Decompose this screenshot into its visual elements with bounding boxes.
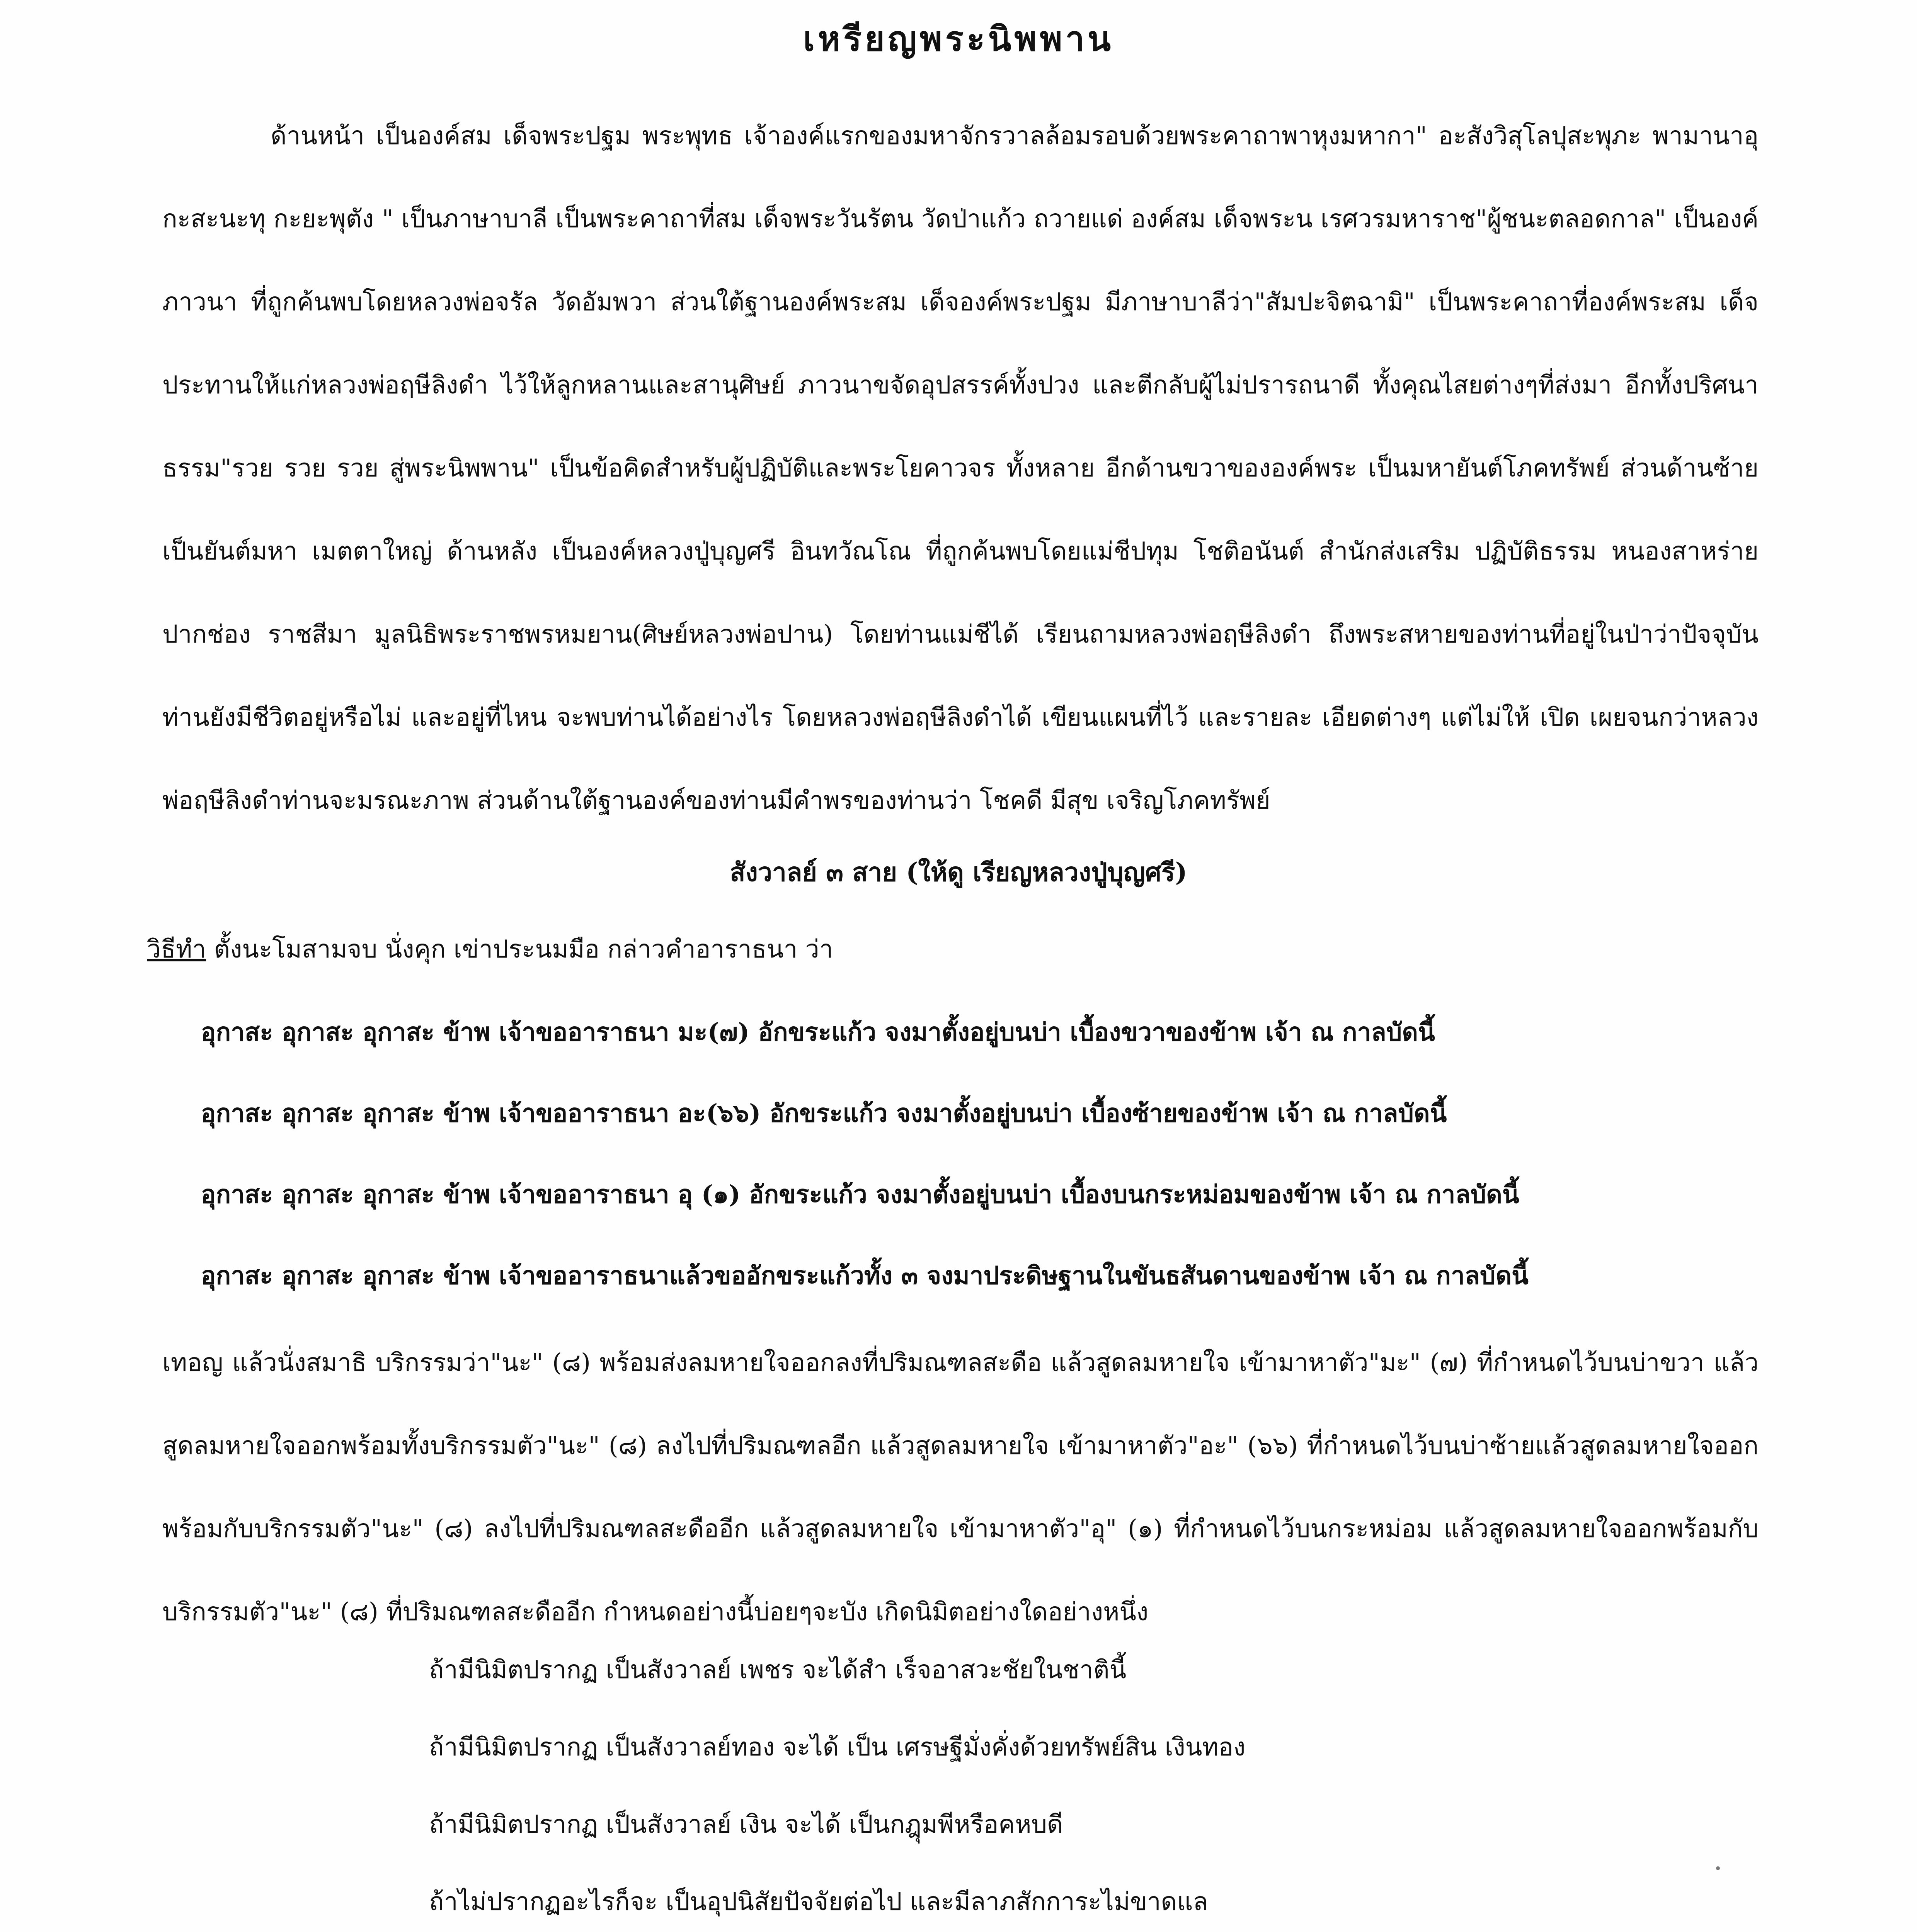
practice-paragraph: เทอญ แล้วนั่งสมาธิ บริกรรมว่า"นะ" (๘) พร้อมส่งลมหายใจออกลงที่ปริมณฑลสะดือ แล้วสูดลมหายใจ เข้ามาหาตัว"มะ" (๗) ที่กำหนดไว้บนบ่าขวา แล้วสูดลมหายใจออกพร้อมทั้งบริกรรมตัว"นะ" (๘) ลงไปที่ปริมณฑลอีก แล้วสูดลมหายใจ เข้ามาหาตัว"อะ" (๖๖) ที่กำหนดไว้บนบ่าซ้ายแล้วสูดลมหายใจออกพร้อมกับบริกรรมตัว"นะ" (๘) ลงไปที่ปริมณฑลสะดืออีก แล้วสูดลมหายใจ เข้ามาหาตัว"อุ" (๑) ที่กำหนดไว้บนกระหม่อม แล้วสูดลมหายใจออกพร้อมกับบริกรรมตัว"นะ" (๘) ที่ปริมณฑลสะดืออีก กำหนดอย่างนี้บ่อยๆจะบัง เกิดนิมิตอย่างใดอย่างหนึ่ง xyxy=(162,1349,1759,1626)
method-label: วิธีทำ xyxy=(147,935,206,964)
section-subtitle: สังวาลย์ ๓ สาย (ให้ดู เรียญหลวงปู่บุญศรี) xyxy=(730,857,1187,887)
invocation-line: อุกาสะ อุกาสะ อุกาสะ ข้าพ เจ้าขออาราธนา มะ(๗) อักขระแก้ว จงมาตั้งอยู่บนบ่า เบื้องขวาของข้าพ เจ้า ณ กาลบัดนี้ xyxy=(201,1018,1435,1047)
invocation-line: อุกาสะ อุกาสะ อุกาสะ ข้าพ เจ้าขออาราธนา อุ (๑) อักขระแก้ว จงมาตั้งอยู่บนบ่า เบื้องบนกระหม่อมของข้าพ เจ้า ณ กาลบัดนี้ xyxy=(201,1180,1519,1209)
method-text: ตั้งนะโมสามจบ นั่งคุก เข่าประนมมือ กล่าวคำอาราธนา ว่า xyxy=(206,935,833,964)
invocation-line: อุกาสะ อุกาสะ อุกาสะ ข้าพ เจ้าขออาราธนาแล้วขออักขระแก้วทั้ง ๓ จงมาประดิษฐานในขันธสันดานของข้าพ เจ้า ณ กาลบัดนี้ xyxy=(201,1261,1529,1290)
invocation-line: อุกาสะ อุกาสะ อุกาสะ ข้าพ เจ้าขออาราธนา อะ(๖๖) อักขระแก้ว จงมาตั้งอยู่บนบ่า เบื้องซ้ายของข้าพ เจ้า ณ กาลบัดนี้ xyxy=(201,1099,1447,1128)
intro-block xyxy=(162,95,1759,842)
result-line: ถ้าไม่ปรากฏอะไรก็จะ เป็นอุปนิสัยปัจจัยต่อไป และมีลาภสักการะไม่ขาดแล xyxy=(429,1888,1208,1916)
stray-ink-mark xyxy=(1716,1866,1720,1870)
document-title: เหรียญพระนิพพาน xyxy=(803,19,1114,59)
result-line: ถ้ามีนิมิตปรากฏ เป็นสังวาลย์ เพชร จะได้สำ เร็จอาสวะชัยในชาตินี้ xyxy=(429,1656,1127,1684)
method-line xyxy=(147,929,833,969)
result-line: ถ้ามีนิมิตปรากฏ เป็นสังวาลย์ทอง จะได้ เป็น เศรษฐีมั่งคั่งด้วยทรัพย์สิน เงินทอง xyxy=(429,1733,1246,1762)
intro-paragraph: ด้านหน้า เป็นองค์สม เด็จพระปฐม พระพุทธ เจ้าองค์แรกของมหาจักรวาลล้อมรอบด้วยพระคาถาพาหุงมหากา" อะสังวิสุโลปุสะพุภะ พามานาอุกะสะนะทุ กะยะพุตัง " เป็นภาษาบาลี เป็นพระคาถาที่สม เด็จพระวันรัตน วัดป่าแก้ว ถวายแด่ องค์สม เด็จพระน เรศวรมหาราช"ผู้ชนะตลอดกาล" เป็นองค์ภาวนา ที่ถูกค้นพบโดยหลวงพ่อจรัล วัดอัมพวา ส่วนใต้ฐานองค์พระสม เด็จองค์พระปฐม มีภาษาบาลีว่า"สัมปะจิตฉามิ" เป็นพระคาถาที่องค์พระสม เด็จประทานให้แก่หลวงพ่อฤษีลิงดำ ไว้ให้ลูกหลานและสานุศิษย์ ภาวนาขจัดอุปสรรค์ทั้งปวง และตีกลับผู้ไม่ปรารถนาดี ทั้งคุณไสยต่างๆที่ส่งมา อีกทั้งปริศนาธรรม"รวย รวย รวย สู่พระนิพพาน" เป็นข้อคิดสำหรับผู้ปฏิบัติและพระโยคาวจร ทั้งหลาย อีกด้านขวาขององค์พระ เป็นมหายันต์โภคทรัพย์ ส่วนด้านซ้าย เป็นยันต์มหา เมตตาใหญ่ ด้านหลัง เป็นองค์หลวงปู่บุญศรี อินทวัณโณ ที่ถูกค้นพบโดยแม่ชีปทุม โชติอนันต์ สำนักส่งเสริม ปฏิบัติธรรม หนองสาหร่าย ปากช่อง ราชสีมา มูลนิธิพระราชพรหมยาน(ศิษย์หลวงพ่อปาน) โดยท่านแม่ชีได้ เรียนถามหลวงพ่อฤษีลิงดำ ถึงพระสหายของท่านที่อยู่ในป่าว่าปัจจุบันท่านยังมีชีวิตอยู่หรือไม่ และอยู่ที่ไหน จะพบท่านได้อย่างไร โดยหลวงพ่อฤษีลิงดำได้ เขียนแผนที่ไว้ และรายละ เอียดต่างๆ แต่ไม่ให้ เปิด เผยจนกว่าหลวงพ่อฤษีลิงดำท่านจะมรณะภาพ ส่วนด้านใต้ฐานองค์ของท่านมีคำพรของท่านว่า โชคดี มีสุข เจริญโภคทรัพย์ xyxy=(162,122,1759,815)
result-line: ถ้ามีนิมิตปรากฏ เป็นสังวาลย์ เงิน จะได้ เป็นกฎุมพีหรือคหบดี xyxy=(429,1810,1063,1839)
practice-block xyxy=(162,1321,1759,1654)
